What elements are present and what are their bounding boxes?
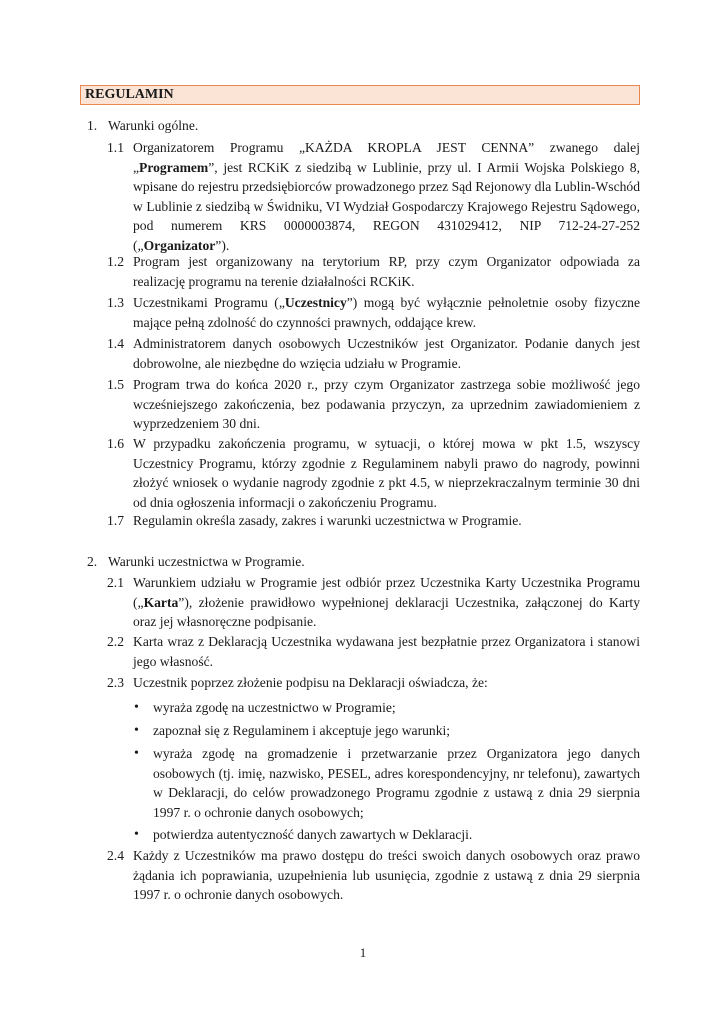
paragraph-1-6 xyxy=(107,434,640,512)
section-2-heading xyxy=(87,552,305,572)
text-run: ”), złożenie prawidłowo wypełnionej deklaracji Uczestnika, załączonej do Karty oraz jej własnoręczne podpisanie. xyxy=(133,594,640,630)
paragraph-text: W przypadku zakończenia programu, w sytuacji, o której mowa w pkt 1.5, wszyscy Uczestnicy Programu, którzy zgodnie z Regulaminem nabyli prawo do nagrody, powinni złożyć wniosek o wydanie nagrody zgodnie z pkt 4.5, w nieprzekraczalnym terminie 30 dni od dnia ogłoszenia informacji o zakończeniu Programu. xyxy=(133,436,640,510)
paragraph-2-2 xyxy=(107,632,640,671)
bullet-text: zapoznał się z Regulaminem i akceptuje jego warunki; xyxy=(153,723,451,738)
paragraph-text: Uczestnik poprzez złożenie podpisu na Deklaracji oświadcza, że: xyxy=(133,675,488,690)
bullet-item xyxy=(134,721,640,741)
paragraph-number: 2.2 xyxy=(107,634,124,649)
paragraph-1-5 xyxy=(107,375,640,434)
paragraph-2-3 xyxy=(107,673,640,693)
document-title: REGULAMIN xyxy=(80,85,640,105)
paragraph-1-7 xyxy=(107,511,640,531)
paragraph-1-3 xyxy=(107,293,640,332)
paragraph-text: Regulamin określa zasady, zakres i warunki uczestnictwa w Programie. xyxy=(133,513,522,528)
bullet-icon: • xyxy=(134,827,139,842)
text-run: Uczestnikami Programu („ xyxy=(133,295,285,310)
paragraph-text: Program jest organizowany na terytorium RP, przy czym Organizator odpowiada za realizację programu na terenie działalności RCKiK. xyxy=(133,254,640,289)
paragraph-number: 1.4 xyxy=(107,336,124,351)
bullet-item xyxy=(134,744,640,822)
bold-term: Karta xyxy=(143,594,179,610)
section-title: Warunki ogólne. xyxy=(108,118,199,133)
paragraph-text: Każdy z Uczestników ma prawo dostępu do treści swoich danych osobowych oraz prawo żądania ich poprawiania, uzupełnienia lub usunięcia, zgodnie z ustawą z dnia 29 sierpnia 1997 r. o ochronie danych osobowych. xyxy=(133,848,640,903)
paragraph-text xyxy=(133,138,640,256)
section-number: 2. xyxy=(87,554,98,569)
text-run: ”) mogą być wyłącznie pełnoletnie osoby fizyczne mające pełną zdolność do czynności prawnych, oddające krew. xyxy=(133,295,640,330)
paragraph-number: 1.3 xyxy=(107,295,124,310)
paragraph-number: 1.1 xyxy=(107,140,124,155)
bullet-icon: • xyxy=(134,723,139,738)
section-title: Warunki uczestnictwa w Programie. xyxy=(108,554,305,569)
bullet-text: wyraża zgodę na uczestnictwo w Programie; xyxy=(153,700,396,715)
text-run: Warunkiem udziału w Programie jest odbiór przez Uczestnika Karty Uczestnika Programu („ xyxy=(133,575,640,610)
paragraph-number: 1.7 xyxy=(107,513,124,528)
page-number: 1 xyxy=(359,945,367,960)
paragraph-1-2 xyxy=(107,252,640,291)
paragraph-number: 2.4 xyxy=(107,848,124,863)
bullet-icon: • xyxy=(134,700,139,715)
section-number: 1. xyxy=(87,118,98,133)
text-run: ”). xyxy=(215,237,230,253)
paragraph-number: 2.3 xyxy=(107,675,124,690)
bullet-item xyxy=(134,825,640,845)
bullet-item xyxy=(134,698,640,718)
bold-term: Programem xyxy=(139,159,209,175)
paragraph-2-1 xyxy=(107,573,640,632)
paragraph-text xyxy=(133,573,640,632)
paragraph-text: Karta wraz z Deklaracją Uczestnika wydawana jest bezpłatnie przez Organizatora i stanowi jego własność. xyxy=(133,634,640,669)
bold-term: Organizator xyxy=(143,237,216,253)
paragraph-number: 2.1 xyxy=(107,575,124,590)
text-run: ”, jest RCKiK z siedzibą w Lublinie, przy ul. I Armii Wojska Polskiego 8, wpisane do rejestru przedsiębiorców prowadzonego przez Sąd Rejonowy dla Lublin-Wschód w Lublinie z siedzibą w Świdniku, VI Wydział Gospodarczy Krajowego Rejestru Sądowego, pod numerem KRS 0000003874, REGON 431029412, NIP 712-24-27-252 („ xyxy=(133,159,640,253)
paragraph-number: 1.6 xyxy=(107,436,124,451)
paragraph-number: 1.2 xyxy=(107,254,124,269)
paragraph-text: Program trwa do końca 2020 r., przy czym Organizator zastrzega sobie możliwość jego wcześniejszego zakończenia, bez podawania przyczyn, za uprzednim zawiadomieniem z wyprzedzeniem 30 dni. xyxy=(133,377,640,432)
paragraph-2-4 xyxy=(107,846,640,905)
bold-term: Uczestnicy xyxy=(284,295,347,310)
text-run: Organizatorem Programu „KAŻDA KROPLA JEST CENNA” zwanego dalej „ xyxy=(133,140,640,175)
paragraph-text: Administratorem danych osobowych Uczestników jest Organizator. Podanie danych jest dobrowolne, ale niezbędne do wzięcia udziału w Programie. xyxy=(133,336,640,371)
paragraph-text xyxy=(133,293,640,332)
bullet-text: potwierdza autentyczność danych zawartych w Deklaracji. xyxy=(153,827,473,842)
section-1-heading xyxy=(87,116,198,136)
paragraph-number: 1.5 xyxy=(107,377,124,392)
paragraph-1-1 xyxy=(107,138,640,256)
bullet-icon: • xyxy=(134,746,139,761)
bullet-text: wyraża zgodę na gromadzenie i przetwarzanie przez Organizatora jego danych osobowych (tj. imię, nazwisko, PESEL, adres korespondencyjny, nr telefonu), zawartych w Deklaracji, do celów prowadzonego Programu zgodnie z ustawą z dnia 29 sierpnia 1997 r. o ochronie danych osobowych; xyxy=(153,746,640,820)
paragraph-1-4 xyxy=(107,334,640,373)
